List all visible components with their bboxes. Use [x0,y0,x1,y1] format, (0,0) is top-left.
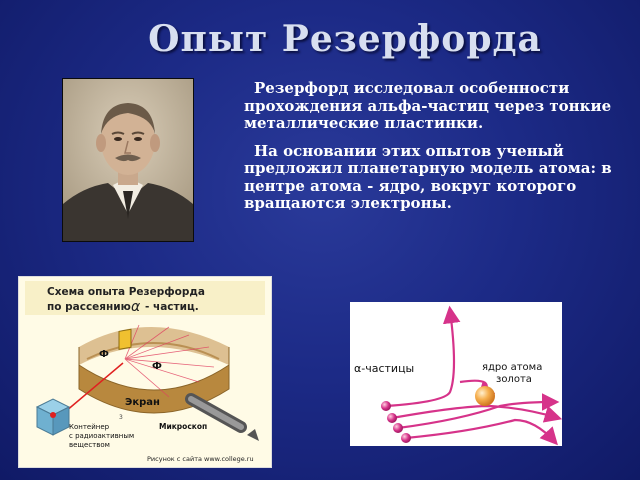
fig1-label-small3: 3 [119,414,123,421]
rutherford-portrait [62,78,194,242]
fig1-label-container-2: с радиоактивным [69,432,135,440]
alpha-particle [381,401,391,411]
slide-title: Опыт Резерфорда [148,18,542,60]
paragraph-1: Резерфорд исследовал особенности прохождения альфа-частиц через тонкие металлические пластинки. [244,79,612,132]
alpha-particle [401,433,411,443]
container-cube [37,399,69,435]
paragraph-2: На основании этих опытов ученый предложил планетарную модель атома: в центре атома - ядро, вокруг которого вращаются электроны. [244,141,612,212]
slide-body [244,80,628,223]
fig1-heading-line2-suffix: - частиц. [145,301,199,313]
fig1-heading-line2-prefix: по рассеянию [47,301,131,313]
gold-nucleus [475,386,495,406]
fig1-heading-line1: Схема опыта Резерфорда [47,286,205,298]
fig1-label-phi1: Ф [99,349,109,360]
fig1-credit: Рисунок с сайта www.college.ru [147,455,254,463]
fig1-label-container-3: веществом [69,441,110,449]
fig2-label-alpha: α-частицы [354,362,415,375]
fig2-label-nucleus-1: ядро атома [482,362,543,373]
fig1-heading-alpha: α [131,299,141,315]
alpha-particle [387,413,397,423]
fig1-label-screen: Экран [125,397,160,408]
fig1-label-phi2: Ф [152,361,162,372]
experiment-diagram [18,276,272,468]
fig1-label-container-1: Контейнер [69,423,110,431]
scattering-diagram [350,302,562,446]
fig1-label-microscope: Микроскоп [159,422,208,431]
fig2-label-nucleus-2: золота [496,374,532,385]
alpha-particle [393,423,403,433]
